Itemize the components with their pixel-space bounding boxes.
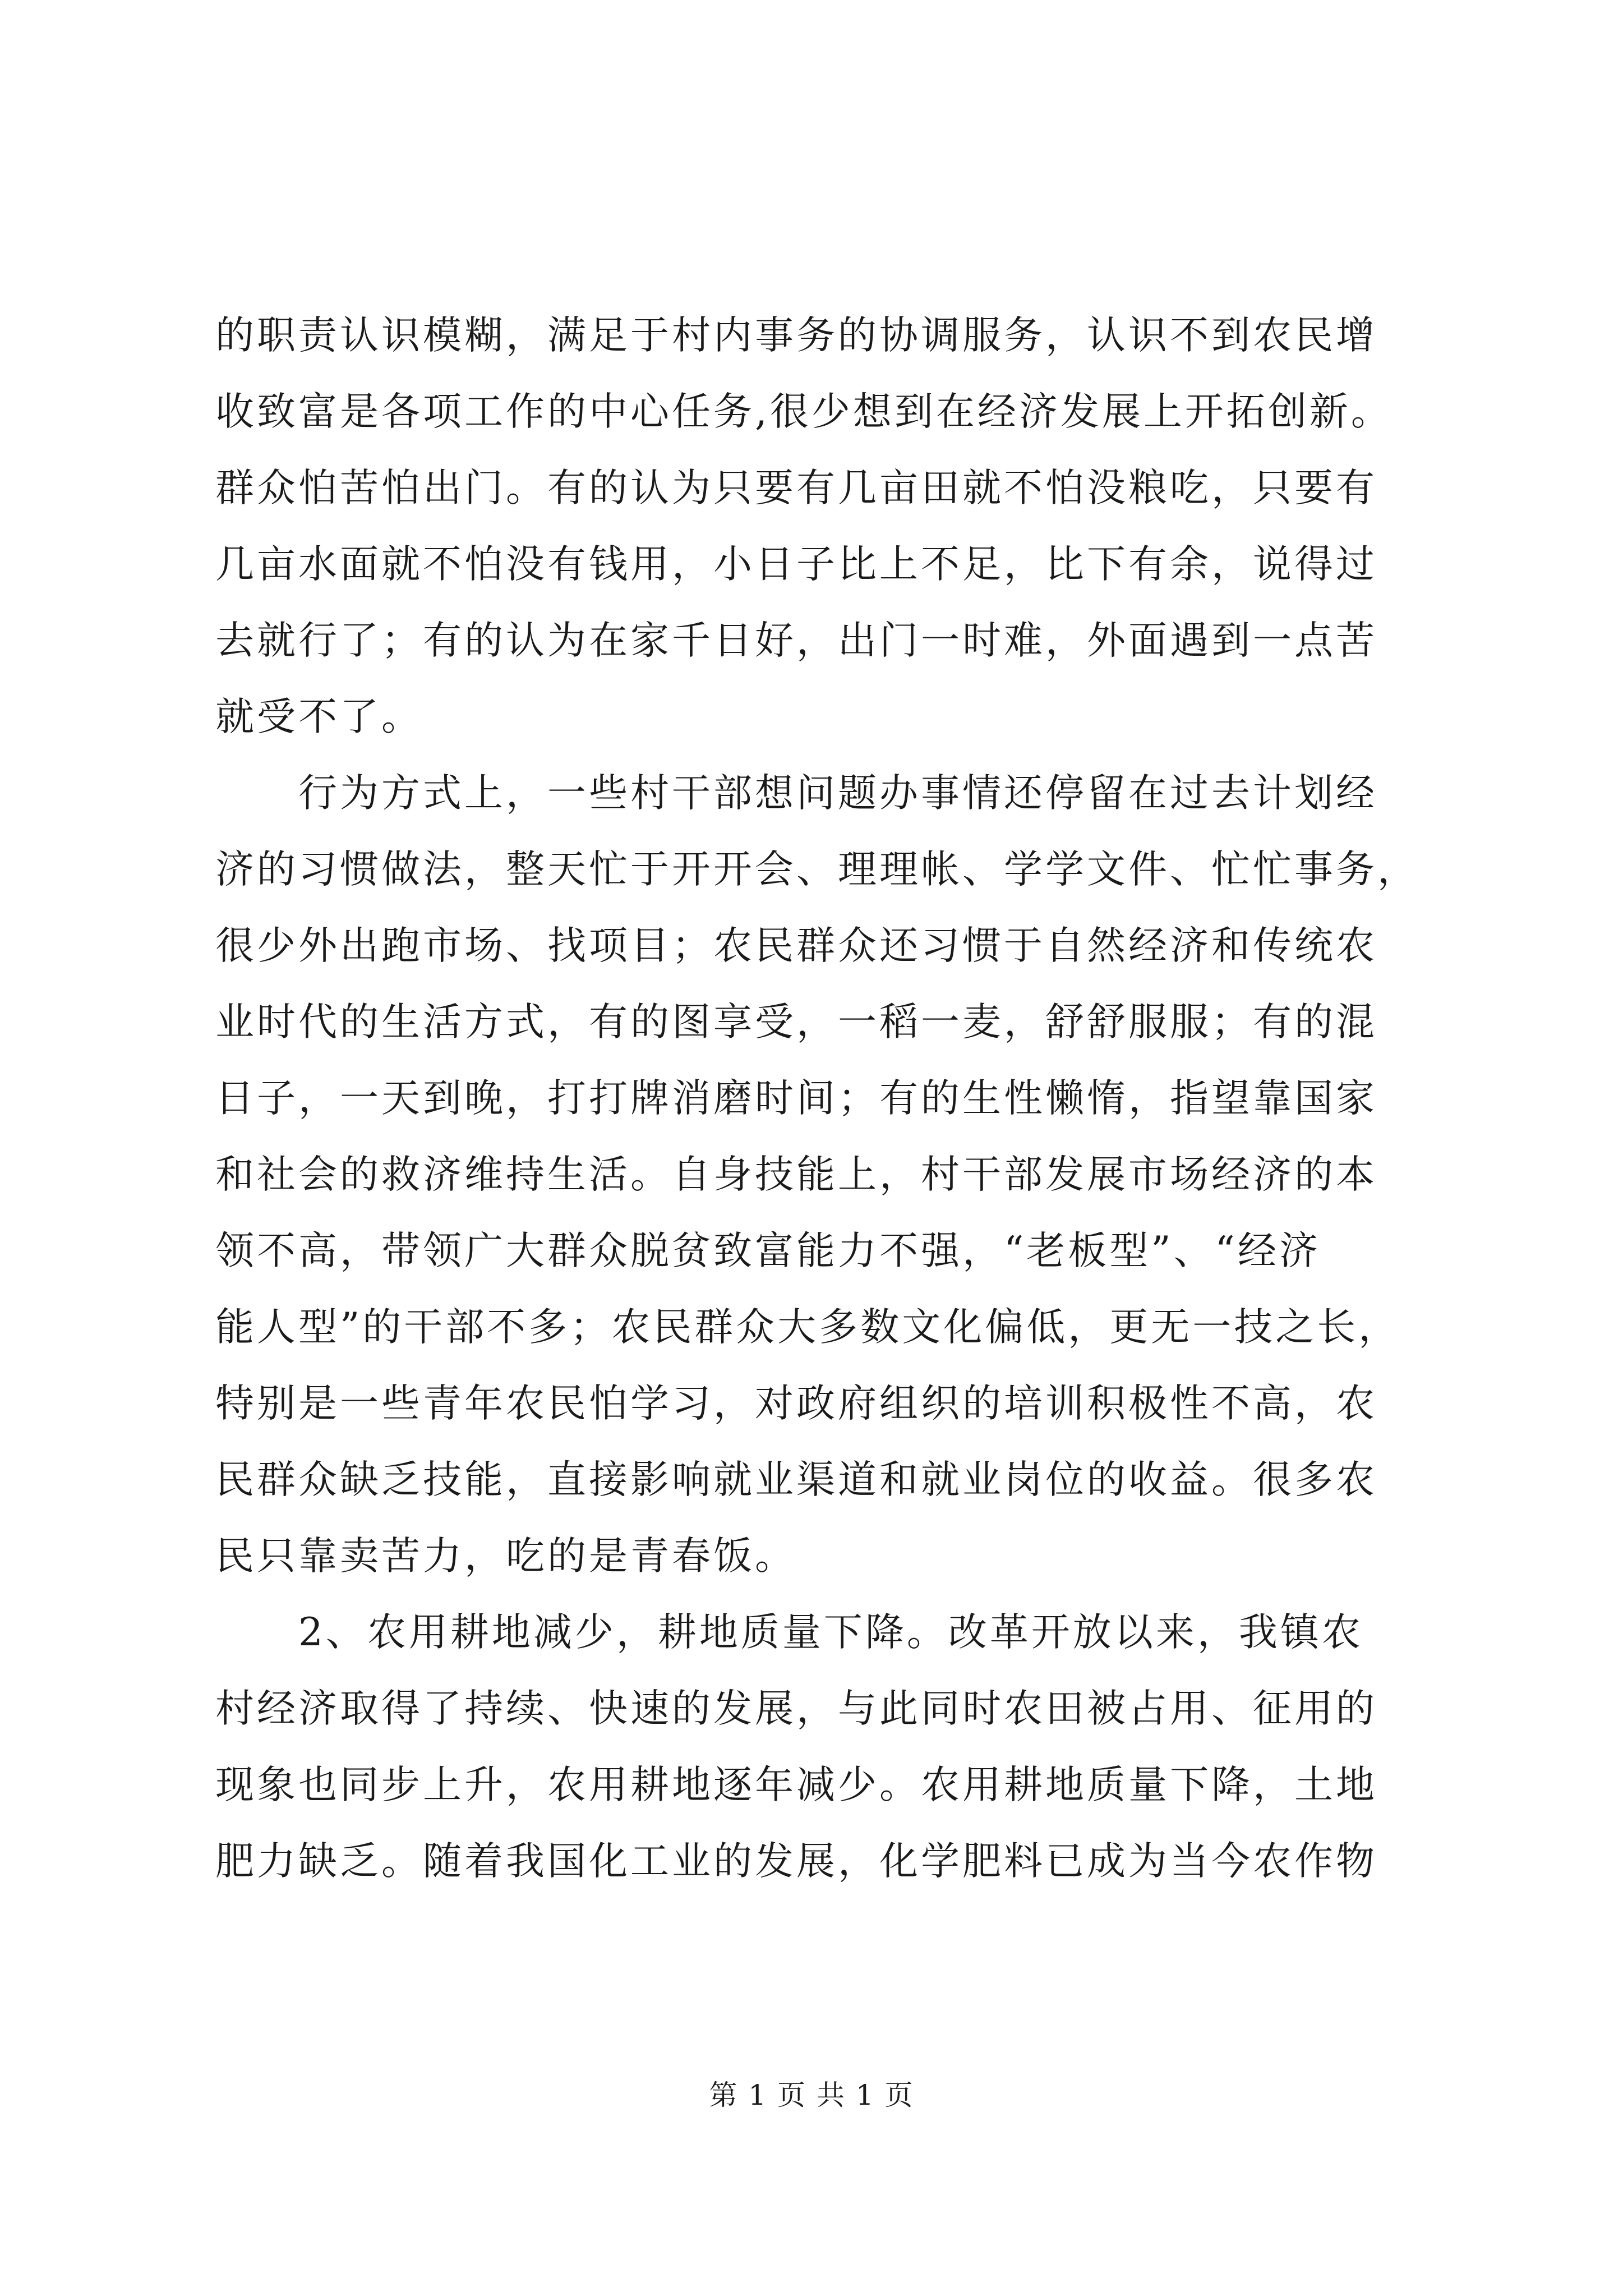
text-line: 特别是一些青年农民怕学习，对政府组织的培训积极性不高，农 [215,1381,1377,1426]
text-line: 民群众缺乏技能，直接影响就业渠道和就业岗位的收益。很多农 [215,1457,1377,1502]
text-line: 日子，一天到晚，打打牌消磨时间；有的生性懒惰，指望靠国家 [215,1076,1377,1121]
text-line: 很少外出跑市场、找项目；农民群众还习惯于自然经济和传统农 [215,923,1377,968]
text-line: 行为方式上，一些村干部想问题办事情还停留在过去计划经 [215,771,1377,816]
text-line: 能人型”的干部不多；农民群众大多数文化偏低，更无一技之长， [215,1305,1400,1350]
page-footer: 第 1 页 共 1 页 [709,2079,914,2111]
text-line: 民只靠卖苦力，吃的是青春饭。 [215,1534,796,1579]
text-line: 业时代的生活方式，有的图享受，一稻一麦，舒舒服服；有的混 [215,1000,1377,1045]
text-line: 领不高，带领广大群众脱贫致富能力不强，“老板型”、“经济 [215,1228,1321,1273]
text-line: 几亩水面就不怕没有钱用，小日子比上不足，比下有余，说得过 [215,542,1377,587]
text-line: 去就行了；有的认为在家千日好，出门一时难，外面遇到一点苦 [215,618,1377,663]
text-line: 就受不了。 [215,694,423,739]
document-body [215,297,1421,1899]
text-line: 肥力缺乏。随着我国化工业的发展，化学肥料已成为当今农作物 [215,1839,1377,1884]
text-line: 现象也同步上升，农用耕地逐年减少。农用耕地质量下降，土地 [215,1763,1377,1807]
text-line: 2、农用耕地减少，耕地质量下降。改革开放以来，我镇农 [215,1610,1363,1655]
text-line: 的职责认识模糊，满足于村内事务的协调服务，认识不到农民增 [215,313,1377,358]
text-line: 济的习惯做法，整天忙于开开会、理理帐、学学文件、忙忙事务， [215,847,1419,892]
text-line: 和社会的救济维持生活。自身技能上，村干部发展市场经济的本 [215,1152,1377,1197]
text-line: 群众怕苦怕出门。有的认为只要有几亩田就不怕没粮吃，只要有 [215,466,1377,510]
text-line: 收致富是各项工作的中心任务,很少想到在经济发展上开拓创新。 [215,389,1393,434]
text-line: 村经济取得了持续、快速的发展，与此同时农田被占用、征用的 [215,1686,1377,1731]
